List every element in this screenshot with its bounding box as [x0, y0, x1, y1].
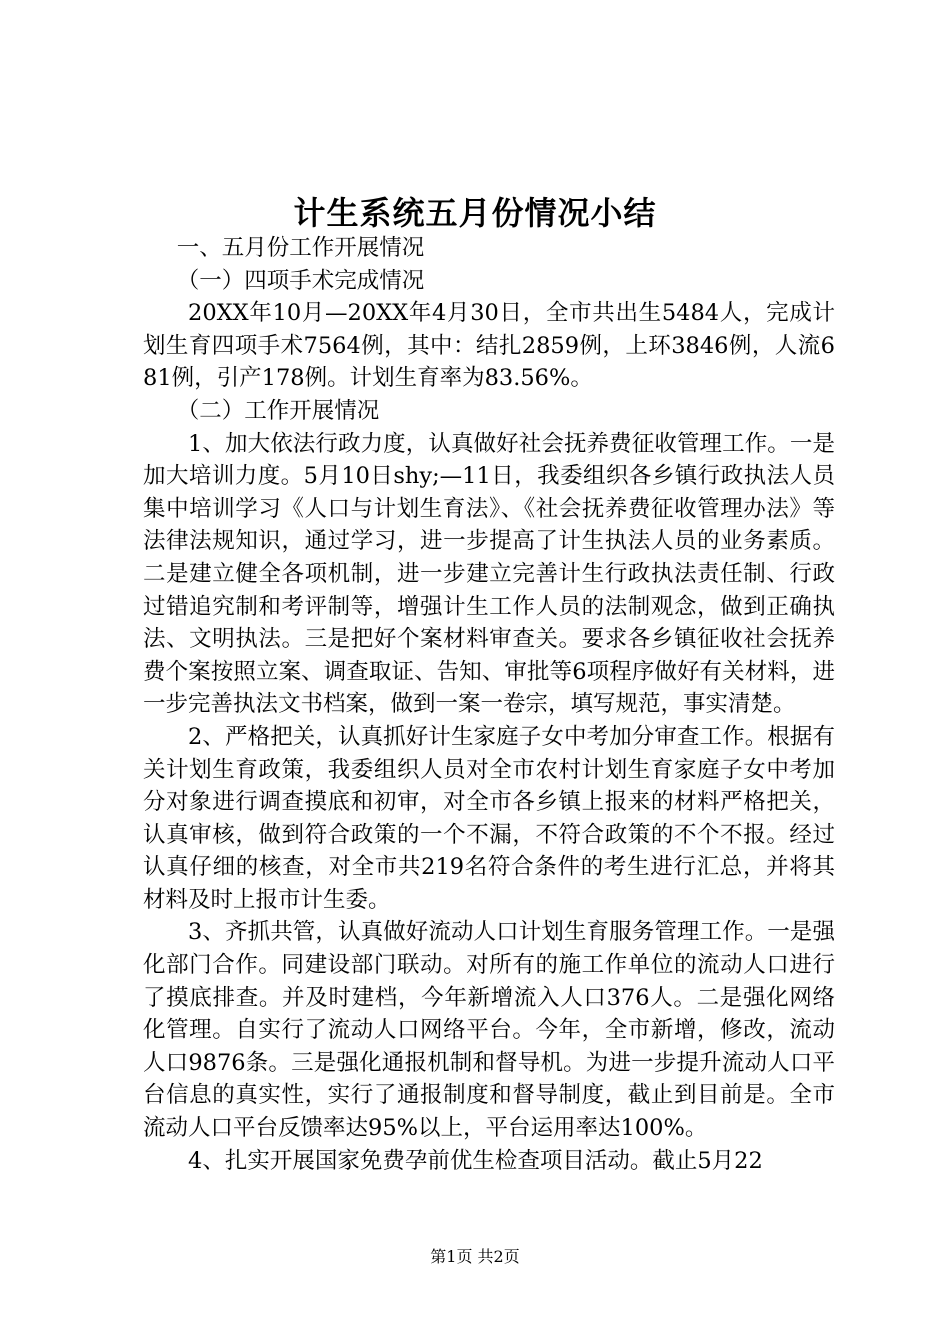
body-paragraph: 3、齐抓共管，认真做好流动人口计划生育服务管理工作。一是强化部门合作。同建设部门联动。对所有的施工作单位的流动人口进行了摸底排查。并及时建档，今年新增流入人口376人。二是强化网络化管理。自实行了流动人口网络平台。今年，全市新增，修改，流动人口9876条。三是强化通报机制和督导机。为进一步提升流动人口平台信息的真实性，实行了通报制度和督导制度，截止到目前是。全市流动人口平台反馈率达95%以上，平台运用率达100%。: [143, 919, 835, 1142]
subsection-heading: （二）工作开展情况: [176, 397, 380, 424]
body-paragraph: 1、加大依法行政力度，认真做好社会抚养费征收管理工作。一是加大培训力度。5月10日shy;—11日，我委组织各乡镇行政执法人员集中培训学习《人口与计划生育法》、《社会抚养费征收管理办法》等法律法规知识，通过学习，进一步提高了计生执法人员的业务素质。二是建立健全各项机制，进一步建立完善计生行政执法责任制、行政过错追究制和考评制等，增强计生工作人员的法制观念，做到正确执法、文明执法。三是把好个案材料审查关。要求各乡镇征收社会抚养费个案按照立案、调查取证、告知、审批等6项程序做好有关材料，进一步完善执法文书档案，做到一案一卷宗，填写规范，事实清楚。: [143, 430, 835, 718]
page-number-footer: 第1页 共2页: [430, 1247, 520, 1266]
subsection-heading: （一）四项手术完成情况: [176, 267, 425, 294]
section-heading: 一、五月份工作开展情况: [176, 235, 425, 261]
body-paragraph: 2、严格把关，认真抓好计生家庭子女中考加分审查工作。根据有关计划生育政策，我委组织人员对全市农村计划生育家庭子女中考加分对象进行调查摸底和初审，对全市各乡镇上报来的材料严格把关，认真审核，做到符合政策的一个不漏，不符合政策的不个不报。经过认真仔细的核查，对全市共219名符合条件的考生进行汇总，并将其材料及时上报市计生委。: [143, 723, 835, 913]
body-paragraph: 4、扎实开展国家免费孕前优生检查项目活动。截止5月22: [188, 1147, 763, 1174]
document-title: 计生系统五月份情况小结: [293, 194, 657, 232]
document-body: [143, 232, 835, 1177]
body-paragraph: 20XX年10月—20XX年4月30日，全市共出生5484人，完成计划生育四项手术7564例，其中：结扎2859例，上环3846例，人流681例，引产178例。计划生育率为83.56%。: [143, 300, 835, 392]
